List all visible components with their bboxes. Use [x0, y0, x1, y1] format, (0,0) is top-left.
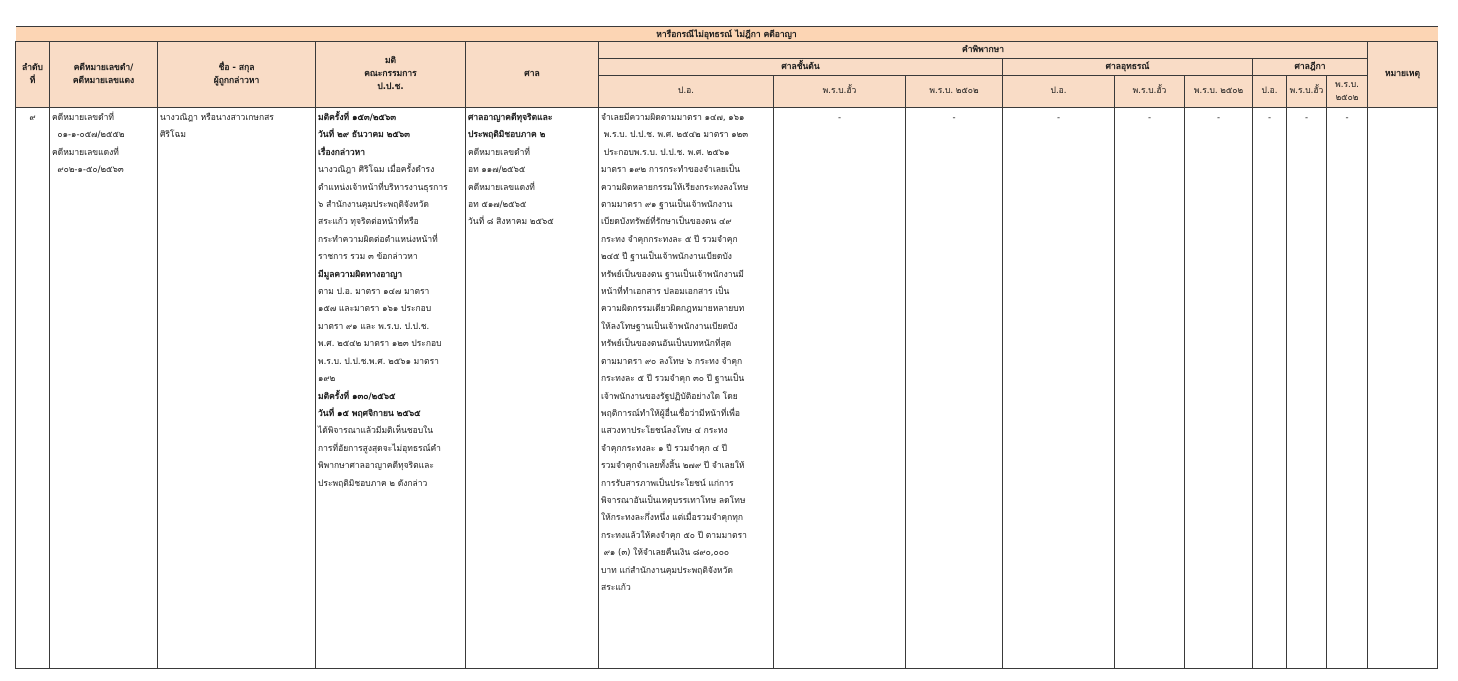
resolution-line: วันที่ ๒๙ ธันวาคม ๒๕๖๓	[318, 130, 410, 141]
table-title: หารือกรณีไม่อุทธรณ์ ไม่ฎีกา คดีอาญา	[16, 27, 1438, 42]
subheader-po-first: ป.อ.	[599, 76, 774, 108]
header-court-first-instance: ศาลชั้นต้น	[599, 59, 1003, 76]
subheader-prb2542-first: พ.ร.บ. ๒๕๐๒	[906, 76, 1003, 108]
resolution-line: ๑๙๒	[318, 374, 336, 385]
subheader-prb2542-supreme: พ.ร.บ. ๒๕๐๒	[1327, 76, 1368, 108]
header-court-supreme: ศาลฎีกา	[1253, 59, 1368, 76]
cell-no: ๙	[16, 108, 50, 669]
cell-first-instance-po: จำเลยมีความผิดตามมาตรา ๑๔๗, ๑๖๑ พ.ร.บ. ป.ป.ช. พ.ศ. ๒๕๔๒ มาตรา ๑๒๓ ประกอบพ.ร.บ. ป.ป.ช. พ.ศ. ๒๕๖๑ มาตรา ๑๙๒ การกระทำของจำเลยเป็น ความผิดหลายกรรมให้เรียงกระทงลงโทษ ตามมาตรา ๙๑ ฐานเป็นเจ้าพนักงาน เบียดบังทรัพย์ที่รักษาเป็นของตน ๔๙ กระทง จำคุกกระทงละ ๕ ปี รวมจำคุก ๒๔๕ ปี ฐานเป็นเจ้าพนักงานเบียดบัง ทรัพย์เป็นของตน ฐานเป็นเจ้าพนักงานมี หน้าที่ทำเอกสาร ปลอมเอกสาร เป็น ความผิดกรรมเดียวผิดกฎหมายหลายบท ให้ลงโทษฐานเป็นเจ้าพนักงานเบียดบัง ทรัพย์เป็นของตนอันเป็นบทหนักที่สุด ตามมาตรา ๙๐ ลงโทษ ๖ กระทง จำคุก กระทงละ ๕ ปี รวมจำคุก ๓๐ ปี ฐานเป็น เจ้าพนักงานของรัฐปฏิบัติอย่างใด โดย พฤติการณ์ทำให้ผู้อื่นเชื่อว่ามีหน้าที่เพื่อ แสวงหาประโยชน์ลงโทษ ๔ กระทง จำคุกกระทงละ ๑ ปี รวมจำคุก ๔ ปี รวมจำคุกจำเลยทั้งสิ้น ๒๗๙ ปี จำเลยให้ การรับสารภาพเป็นประโยชน์ แก่การ พิจารณาอันเป็นเหตุบรรเทาโทษ ลดโทษ ให้กระทงละกึ่งหนึ่ง แต่เมื่อรวมจำคุกทุก กระทงแล้วให้คงจำคุก ๕๐ ปี ตามมาตรา ๙๑ (๓) ให้จำเลยคืนเงิน ๘๙๐,๐๐๐ บาท แก่สำนักงานคุมประพฤติจังหวัด สระแก้ว	[599, 108, 774, 669]
resolution-line: สระแก้ว ทุจริตต่อหน้าที่หรือ	[318, 217, 419, 228]
resolution-line: พิพากษาศาลอาญาคดีทุจริตและ	[318, 461, 434, 472]
court-line: อท ๑๑๗/๒๕๖๕	[468, 165, 526, 176]
cell-supreme-prb: -	[1287, 108, 1327, 669]
resolution-line: กระทำความผิดต่อตำแหน่งหน้าที่	[318, 234, 438, 245]
resolution-line: ราชการ รวม ๓ ข้อกล่าวหา	[318, 252, 418, 263]
court-line: ศาลอาญาคดีทุจริตและ	[468, 113, 553, 123]
header-court-appeal: ศาลอุทธรณ์	[1003, 59, 1253, 76]
header-case-number: คดีหมายเลขดำ/ คดีหมายเลขแดง	[50, 42, 158, 108]
court-line: วันที่ ๘ สิงหาคม ๒๕๖๕	[468, 217, 554, 228]
resolution-line: ตำแหน่งเจ้าหน้าที่บริหารงานธุรการ	[318, 182, 448, 193]
resolution-line: ๖ สำนักงานคุมประพฤติจังหวัด	[318, 200, 429, 211]
cell-appeal-prb: -	[1115, 108, 1185, 669]
subheader-prb-supreme: พ.ร.บ.ฮั้ว	[1287, 76, 1327, 108]
cell-first-prb2542: -	[906, 108, 1003, 669]
cell-case-number: คดีหมายเลขดำที่ ๐๑-๑-๐๕๗/๒๕๕๒ คดีหมายเลขแดงที่ ๙๐๒-๑-๕๐/๒๕๖๓	[50, 108, 158, 669]
court-line: ประพฤติมิชอบภาค ๒	[468, 130, 546, 141]
header-judgment: คำพิพากษา	[599, 42, 1368, 59]
table-row	[16, 108, 1438, 669]
cell-supreme-prb2542: -	[1327, 108, 1368, 669]
cell-accused-name: นางวณิฎา หรือนางสาวเกษกสร ศิริโฉม	[158, 108, 316, 669]
court-line: คดีหมายเลขแดงที่	[468, 182, 535, 193]
resolution-line: เรื่องกล่าวหา	[318, 147, 366, 158]
resolution-line: มีมูลความผิดทางอาญา	[318, 269, 403, 280]
cell-first-prb: -	[774, 108, 906, 669]
resolution-line: พ.ร.บ. ป.ป.ช.พ.ศ. ๒๕๖๑ มาตรา	[318, 356, 439, 367]
court-line: คดีหมายเลขดำที่	[468, 147, 530, 158]
resolution-line: ได้พิจารณาแล้วมีมติเห็นชอบใน	[318, 426, 434, 437]
subheader-po-appeal: ป.อ.	[1003, 76, 1115, 108]
resolution-line: มติครั้งที่ ๑๕๓/๒๕๖๓	[318, 113, 397, 123]
resolution-line: นางวณิฎา ศิริโฉม เมื่อครั้งดำรง	[318, 165, 435, 176]
header-accused-name: ชื่อ - สกุล ผู้ถูกกล่าวหา	[158, 42, 316, 108]
resolution-line: การที่อัยการสูงสุดจะไม่อุทธรณ์คำ	[318, 443, 441, 454]
case-table	[15, 26, 1438, 669]
header-remark: หมายเหตุ	[1368, 42, 1438, 108]
resolution-line: มติครั้งที่ ๑๓๐/๒๕๖๕	[318, 391, 396, 402]
cell-court	[466, 108, 599, 669]
resolution-line: พ.ศ. ๒๕๔๒ มาตรา ๑๒๓ ประกอบ	[318, 339, 442, 350]
resolution-line: ตาม ป.อ. มาตรา ๑๔๗ มาตรา	[318, 287, 430, 298]
cell-resolution	[316, 108, 466, 669]
subheader-prb-first: พ.ร.บ.ฮั้ว	[774, 76, 906, 108]
header-nacc-resolution: มติ คณะกรรมการ ป.ป.ช.	[316, 42, 466, 108]
header-no: ลำดับ ที่	[16, 42, 50, 108]
resolution-line: วันที่ ๑๕ พฤศจิกายน ๒๕๖๕	[318, 408, 421, 419]
subheader-po-supreme: ป.อ.	[1253, 76, 1287, 108]
document-sheet	[15, 26, 1433, 669]
cell-remark	[1368, 108, 1438, 669]
subheader-prb2542-appeal: พ.ร.บ. ๒๕๐๒	[1185, 76, 1253, 108]
resolution-line: มาตรา ๙๑ และ พ.ร.บ. ป.ป.ช.	[318, 321, 430, 332]
resolution-line: ๑๕๗ และมาตรา ๑๖๑ ประกอบ	[318, 304, 432, 315]
cell-appeal-prb2542: -	[1185, 108, 1253, 669]
subheader-prb-appeal: พ.ร.บ.ฮั้ว	[1115, 76, 1185, 108]
cell-supreme-po: -	[1253, 108, 1287, 669]
header-court: ศาล	[466, 42, 599, 108]
resolution-line: ประพฤติมิชอบภาค ๒ ดังกล่าว	[318, 478, 428, 489]
court-line: อท ๕๑๗/๒๕๖๕	[468, 200, 527, 211]
cell-appeal-po: -	[1003, 108, 1115, 669]
